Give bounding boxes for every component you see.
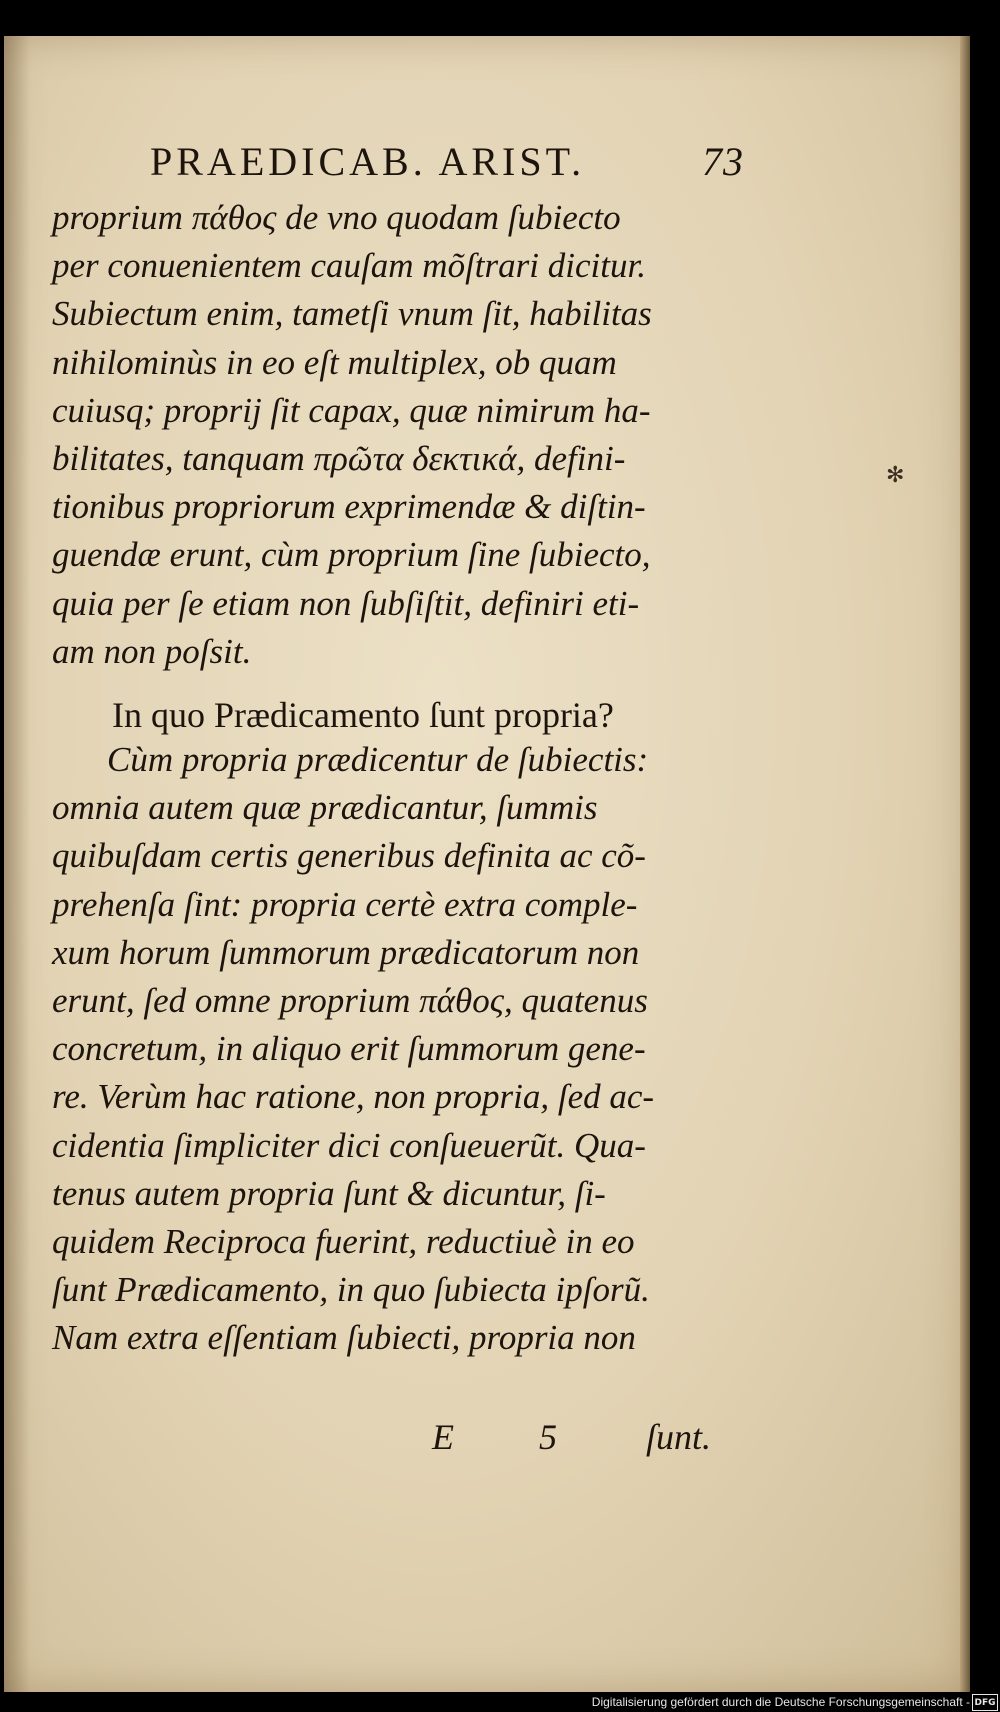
text-line: prehenſa ſint: propria certè extra comple- [52,884,638,924]
page-gutter-shadow [4,36,30,1692]
text-line: Subiectum enim, tametſi vnum ſit, habilitas [52,294,652,334]
digitization-footer [0,1693,1000,1712]
text-line: am non poſsit. [52,631,252,671]
text-line: tionibus propriorum exprimendæ & diſtin- [52,487,646,527]
footer-credit: Digitalisierung gefördert durch die Deutsche Forschungsgemeinschaft - [591,1695,970,1709]
text-line: concretum, in aliquo erit ſummorum gene- [52,1029,646,1069]
signature-mark: E 5 [432,1417,595,1457]
text-line: quia per ſe etiam non ſubſiſtit, definiri eti- [52,583,640,623]
catchword: ſunt. [646,1417,712,1457]
page-number: 73 [702,139,744,184]
dfg-logo: DFG [972,1694,998,1711]
text-line: quibuſdam certis generibus definita ac cõ- [52,836,646,876]
text-line: cuiusq; proprij ſit capax, quæ nimirum ha- [52,390,651,430]
running-title: PRAEDICAB. ARIST. [150,139,586,184]
text-line: ſunt Prædicamento, in quo ſubiecta ipſorũ. [52,1270,650,1310]
text-line: guendæ erunt, cùm proprium ſine ſubiecto, [52,535,651,575]
text-line: bilitates, tanquam πρῶτα δεκτικά, defini- [52,439,626,479]
text-line: erunt, ſed omne proprium πάθος, quatenus [52,981,648,1021]
text-line: proprium πάθος de vno quodam ſubiecto [52,198,621,237]
text-line: xum horum ſummorum prædicatorum non [52,932,640,972]
text-line: Nam extra eſſentiam ſubiecti, propria non [52,1318,636,1358]
text-line: re. Verùm hac ratione, non propria, ſed ac- [52,1077,655,1117]
paragraph-1 [52,194,752,676]
page-edge [960,36,970,1692]
text-line: quidem Reciproca fuerint, reductiuè in eo [52,1222,635,1262]
text-line: nihilominùs in eo eſt multiplex, ob quam [52,342,617,382]
text-line: per conuenientem cauſam mõſtrari dicitur. [52,246,646,286]
text-line: cidentia ſimpliciter dici conſueuerũt. Qua- [52,1125,646,1165]
text-line: Cùm propria prædicentur de ſubiectis: [107,740,649,779]
section-heading: In quo Prædicamento ſunt propria? [112,695,614,735]
ornament-icon: ✻ [886,462,905,487]
text-line: omnia autem quæ prædicantur, ſummis [52,788,598,828]
text-line: tenus autem propria ſunt & dicuntur, ſi- [52,1173,606,1213]
paragraph-2 [52,736,752,1363]
